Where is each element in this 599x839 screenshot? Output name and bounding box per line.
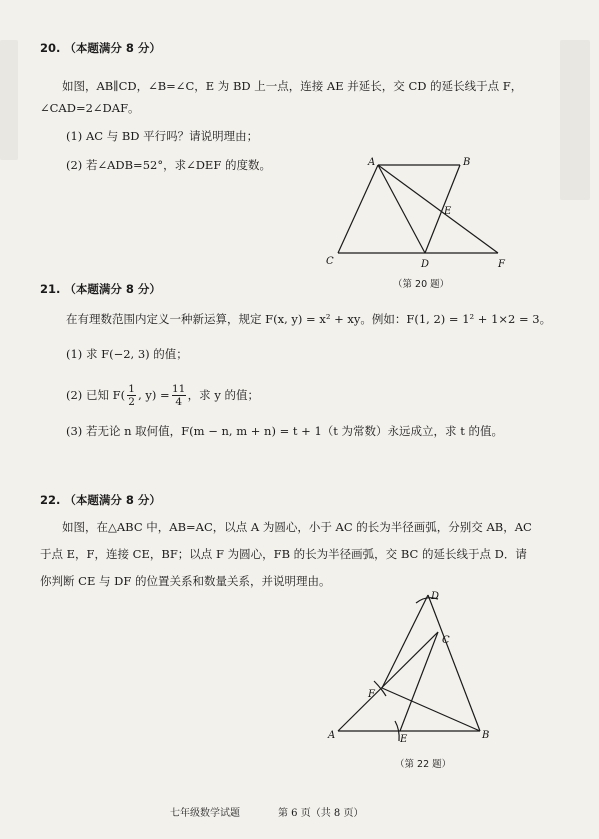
q21-frac1-numerator: 1 (128, 382, 135, 395)
q20-part2: (2) 若∠ADB=52°，求∠DEF 的度数。 (66, 158, 271, 172)
q20-label-e: E (444, 206, 452, 217)
q21-part1: (1) 求 F(−2, 3) 的值； (66, 347, 188, 361)
q20-label-a: A (368, 157, 376, 168)
q21-fraction-one-half (127, 383, 136, 408)
q21-part2-prefix: (2) 已知 F( (66, 388, 126, 402)
q20-segment-ad (378, 165, 425, 253)
q20-label-f: F (498, 259, 505, 270)
bleed-through-shading (560, 40, 590, 200)
q21-frac2-numerator: 11 (171, 382, 186, 395)
q22-label-a: A (328, 730, 336, 741)
q21-header: 21. （本题满分 8 分） (40, 282, 161, 296)
q22-label-d: D (431, 591, 440, 602)
q22-segment-bd (428, 595, 480, 731)
q20-label-d: D (421, 259, 430, 270)
q20-label-c: C (326, 256, 334, 267)
q21-part2-mid: , y) = (138, 388, 170, 402)
q22-stem-line3: 你判断 CE 与 DF 的位置关系和数量关系，并说明理由。 (40, 574, 331, 588)
q22-figure (320, 585, 500, 750)
q20-stem-line2: ∠CAD=2∠DAF。 (40, 101, 140, 115)
q22-segment-ac (338, 632, 438, 731)
q20-segment-bd (425, 165, 460, 253)
footer-page-number: 第 6 页（共 8 页） (278, 808, 364, 819)
q22-stem-line2: 于点 E，F，连接 CE，BF；以点 F 为圆心，FB 的长为半径画弧，交 BC 的延长线于点 D．请 (40, 547, 527, 561)
q21-frac2-denominator: 4 (175, 395, 183, 408)
q22-stem-line1: 如图，在△ABC 中，AB=AC，以点 A 为圆心，小于 AC 的长为半径画弧，分别交 AB，AC (62, 520, 532, 534)
q22-segment-ce (400, 632, 438, 731)
q20-figure (320, 150, 520, 280)
q21-part2-suffix: ，求 y 的值； (187, 388, 259, 402)
q22-label-b: B (482, 730, 490, 741)
q21-intro: 在有理数范围内定义一种新运算，规定 F(x, y) = x² + xy。例如：F(1, 2) = 1² + 1×2 = 3。 (66, 312, 552, 326)
q20-segment-af (378, 165, 498, 253)
q20-segment-ac (338, 165, 378, 253)
q21-part3: (3) 若无论 n 取何值，F(m − n, m + n) = t + 1（t 为常数）永远成立，求 t 的值。 (66, 424, 503, 438)
bleed-through-shading (0, 40, 18, 160)
q22-segment-fd (382, 595, 428, 688)
q20-label-b: B (463, 157, 471, 168)
q21-fraction-eleven-quarters (172, 383, 186, 408)
q22-label-f: F (368, 689, 375, 700)
q20-stem-line1: 如图，AB∥CD，∠B=∠C，E 为 BD 上一点，连接 AE 并延长，交 CD 的延长线于点 F， (62, 79, 523, 93)
q20-part1: (1) AC 与 BD 平行吗？请说明理由； (66, 129, 259, 143)
q20-caption: （第 20 题） (393, 279, 450, 290)
q22-label-e: E (400, 734, 408, 745)
q20-header: 20. （本题满分 8 分） (40, 41, 161, 55)
footer-exam-title: 七年级数学试题 (170, 808, 240, 819)
q21-part2 (66, 377, 259, 413)
q22-label-c: C (442, 635, 450, 646)
q22-caption: （第 22 题） (395, 759, 452, 770)
q22-header: 22. （本题满分 8 分） (40, 493, 161, 507)
q21-frac1-denominator: 2 (128, 395, 135, 408)
